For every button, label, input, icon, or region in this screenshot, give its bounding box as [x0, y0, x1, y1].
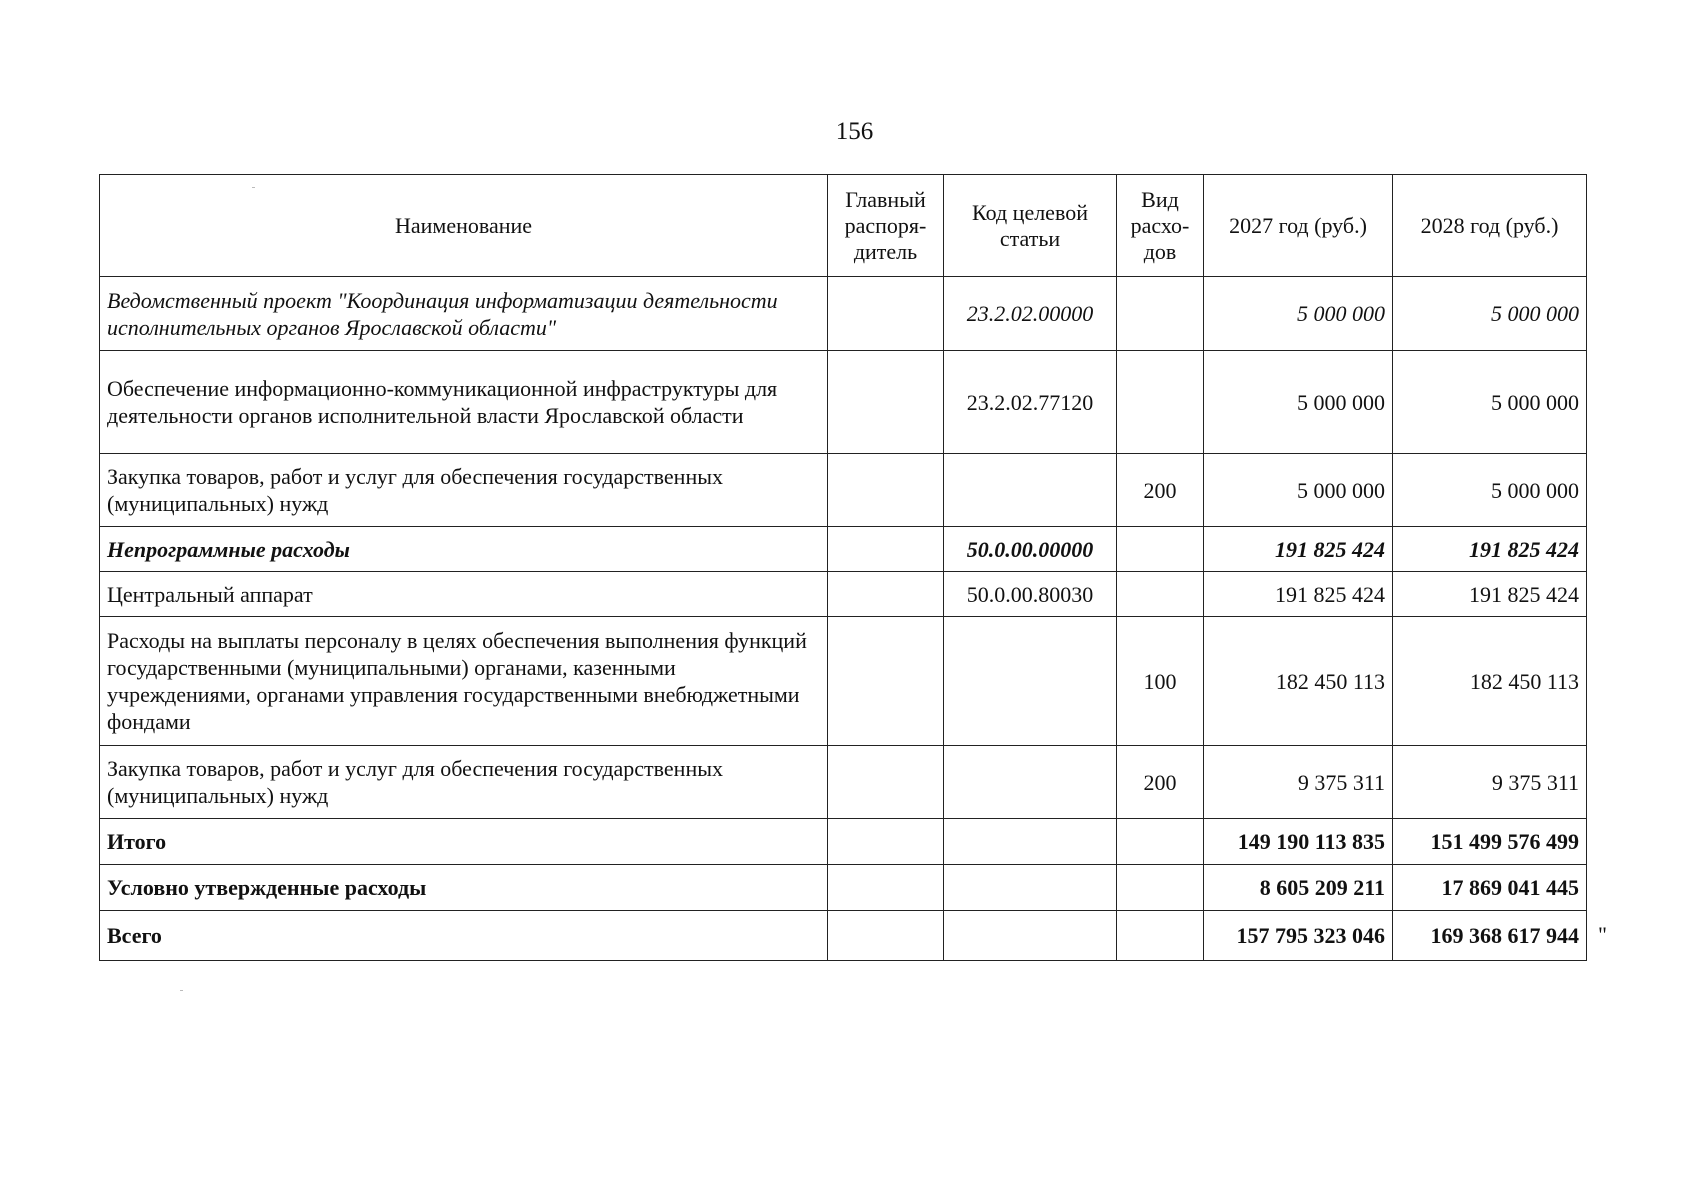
table-header-row — [100, 175, 1587, 277]
row-manager — [828, 351, 944, 454]
table-row — [100, 617, 1587, 746]
table-row — [100, 527, 1587, 572]
closing-quote-mark: " — [1598, 922, 1607, 947]
row-manager — [828, 572, 944, 617]
row-manager — [828, 454, 944, 527]
row-name: Закупка товаров, работ и услуг для обеспечения государственных (муниципальных) нужд — [100, 746, 828, 819]
row-2027: 5 000 000 — [1204, 351, 1393, 454]
row-manager — [828, 277, 944, 351]
row-code — [944, 865, 1117, 911]
row-type — [1117, 572, 1204, 617]
header-expense-type: Вид расхо-дов — [1117, 175, 1204, 277]
header-2027: 2027 год (руб.) — [1204, 175, 1393, 277]
row-name: Центральный аппарат — [100, 572, 828, 617]
row-name: Расходы на выплаты персоналу в целях обеспечения выполнения функций государственными (муниципальными) органами, казенными учреждениями, органами управления государственными внебюджетными фондами — [100, 617, 828, 746]
budget-table — [99, 174, 1587, 961]
row-type — [1117, 527, 1204, 572]
header-2028: 2028 год (руб.) — [1393, 175, 1587, 277]
row-2028: 9 375 311 — [1393, 746, 1587, 819]
row-name: Обеспечение информационно-коммуникационной инфраструктуры для деятельности органов исполнительной власти Ярославской области — [100, 351, 828, 454]
row-manager — [828, 865, 944, 911]
row-code: 50.0.00.00000 — [944, 527, 1117, 572]
row-2028: 191 825 424 — [1393, 527, 1587, 572]
row-manager — [828, 617, 944, 746]
header-target-code: Код целевой статьи — [944, 175, 1117, 277]
row-manager — [828, 746, 944, 819]
row-type: 100 — [1117, 617, 1204, 746]
table-row — [100, 819, 1587, 865]
row-code — [944, 617, 1117, 746]
row-code: 50.0.00.80030 — [944, 572, 1117, 617]
row-2027: 5 000 000 — [1204, 277, 1393, 351]
row-name: Закупка товаров, работ и услуг для обеспечения государственных (муниципальных) нужд — [100, 454, 828, 527]
header-name: Наименование — [100, 175, 828, 277]
row-2027: 157 795 323 046 — [1204, 911, 1393, 961]
row-code — [944, 911, 1117, 961]
row-type — [1117, 819, 1204, 865]
row-manager — [828, 819, 944, 865]
row-code — [944, 454, 1117, 527]
row-name: Непрограммные расходы — [100, 527, 828, 572]
row-2027: 149 190 113 835 — [1204, 819, 1393, 865]
row-2027: 191 825 424 — [1204, 527, 1393, 572]
row-type — [1117, 277, 1204, 351]
row-manager — [828, 911, 944, 961]
row-2028: 169 368 617 944 — [1393, 911, 1587, 961]
page-number: 156 — [835, 118, 874, 145]
table-row — [100, 351, 1587, 454]
row-type — [1117, 911, 1204, 961]
row-2028: 5 000 000 — [1393, 351, 1587, 454]
row-type — [1117, 351, 1204, 454]
row-2028: 17 869 041 445 — [1393, 865, 1587, 911]
row-2027: 5 000 000 — [1204, 454, 1393, 527]
table-row — [100, 746, 1587, 819]
row-code: 23.2.02.00000 — [944, 277, 1117, 351]
row-2027: 191 825 424 — [1204, 572, 1393, 617]
row-2027: 182 450 113 — [1204, 617, 1393, 746]
table-row — [100, 572, 1587, 617]
row-2028: 191 825 424 — [1393, 572, 1587, 617]
table-row — [100, 277, 1587, 351]
table-row — [100, 911, 1587, 961]
row-2028: 5 000 000 — [1393, 454, 1587, 527]
table-row — [100, 454, 1587, 527]
row-manager — [828, 527, 944, 572]
table-row — [100, 865, 1587, 911]
row-2028: 5 000 000 — [1393, 277, 1587, 351]
row-name: Всего — [100, 911, 828, 961]
row-type: 200 — [1117, 746, 1204, 819]
row-name: Итого — [100, 819, 828, 865]
row-2027: 8 605 209 211 — [1204, 865, 1393, 911]
row-name: Ведомственный проект "Координация информатизации деятельности исполнительных органов Ярославской области" — [100, 277, 828, 351]
row-code — [944, 819, 1117, 865]
scan-speck — [180, 990, 183, 991]
row-2028: 151 499 576 499 — [1393, 819, 1587, 865]
row-name: Условно утвержденные расходы — [100, 865, 828, 911]
row-2028: 182 450 113 — [1393, 617, 1587, 746]
scan-speck — [252, 187, 255, 188]
row-code: 23.2.02.77120 — [944, 351, 1117, 454]
header-manager: Главный распоря-дитель — [828, 175, 944, 277]
row-2027: 9 375 311 — [1204, 746, 1393, 819]
row-code — [944, 746, 1117, 819]
row-type — [1117, 865, 1204, 911]
row-type: 200 — [1117, 454, 1204, 527]
